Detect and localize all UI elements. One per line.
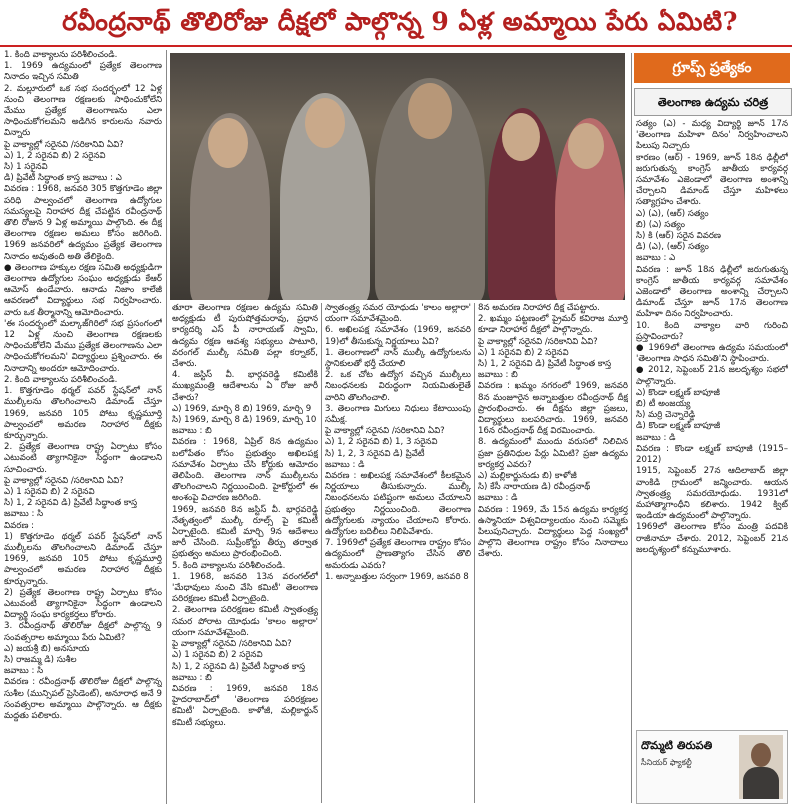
paragraph: ● 2012, సెప్టెంబర్ 21న జలదృశ్యం సభలో పాల్గొన్నారు. xyxy=(636,365,788,387)
paragraph: వివరణ : రవీంద్రనాథ్ తొలిరోజు దీక్షలో పాల్గొన్న సుశీల (మున్సిపల్ ప్రెసిడెంట్), అనూరాధ అనే 9 సంవత్సరాల అమ్మాయి పాల్గొన్నారు. ఆ దీక్షకు మద్దతు పలికారు. xyxy=(4,677,162,721)
paragraph: 2) ప్రత్యేక తెలంగాణ రాష్ట్ర ఏర్పాటు కోసం ఎటువంటి త్యాగానికైనా సిద్ధంగా ఉండాలని విద్యార్థి సంఘ కార్యకర్తలు కోరారు. xyxy=(4,587,162,621)
paragraph: ఎ) (ఎ), (ఆర్) సత్యం xyxy=(636,208,709,219)
paragraph: జవాబు : డి xyxy=(478,493,518,504)
paragraph: 1969లో తెలంగాణ కోసం మంత్రి పదవికి రాజీనామా చేశారు. 2012, సెప్టెంబర్ 21న జలదృశ్యంలో కన్నుమూశారు. xyxy=(636,522,788,555)
author-card xyxy=(636,730,788,804)
paragraph: వివరణ : 1968, ఏప్రిల్ 8న ఉద్యమం బలోపేతం కోసం ప్రభుత్వం అఖిలపక్ష సమావేశం ఏర్పాటు చేసి కోర్టుకు ఆమోదం తెలిపింది. తెలంగాణ నాన్ ముల్కీలను తొలగించాలని నిర్ణయించింది. హైకోర్టులో ఈ అంశంపై విచారణ జరిగింది. xyxy=(172,437,318,504)
paragraph: 10. కింది వాక్యాల వారి గురించి ప్రస్తావించారు? xyxy=(636,320,788,342)
column-5 xyxy=(636,119,788,727)
paragraph: 3. తెలంగాణ మిగులు నిధులు కేటాయింపు సమీక్ష. xyxy=(325,403,471,426)
paragraph: 2. తెలంగాణ పరిరక్షణల కమిటీ స్వాతంత్ర్య సమర పోరాట యోధుడు 'కాలం అల్లారా' యంగా సమావేశమైంది. xyxy=(172,605,318,638)
column-4 xyxy=(478,303,628,803)
paragraph: సి) 1 సరైనవి xyxy=(4,162,48,173)
paragraph: సి) 1, 2 సరైనవి డి) ప్రివేటీ సిద్ధాంత కాస్త xyxy=(4,498,138,509)
paragraph: సి) మర్రి చెన్నారెడ్డి xyxy=(636,410,696,421)
paragraph: ఎ) 1, 2 సరైనవి బి) 1, 3 సరైనవి xyxy=(325,437,438,448)
paragraph: సి) 1, 2 సరైనవి డి) ప్రివేటీ సిద్ధాంత కాస్త xyxy=(478,359,612,370)
paragraph: సి) రాజమ్మ డి) సుశీల xyxy=(4,654,77,665)
person-face xyxy=(408,83,452,139)
margin-strip xyxy=(792,0,800,807)
paragraph: ఎ) 1, 2 సరైనవి బి) 2 సరైనవి xyxy=(4,150,106,161)
groups-special-banner: గ్రూప్స్ ప్రత్యేకం xyxy=(634,53,790,83)
paragraph: పై వాక్యాల్లో సరైనవి /సరికానివి ఏవి? xyxy=(4,475,124,486)
paragraph: పై వాక్యాల్లో సరైనవి /సరికానివి ఏవి? xyxy=(172,639,292,650)
paragraph: 4. జస్టిస్ వీ. భార్గవరెడ్డి కమిటీకి ముఖ్యమంత్రి ఆదేశాలను ఏ రోజు జారీ చేశారు? xyxy=(172,370,318,403)
paragraph: కారణం (ఆర్) - 1969, జూన్ 18న ఢిల్లీలో జరుగుతున్న కాంగ్రెస్ జాతీయ కార్యవర్గ సమావేశం ఎజెండాలో తెలంగాణ అంశాన్ని చేర్చాలని డిమాండ్ చేస్తూ మహిళలు సత్యాగ్రహం చేశారు. xyxy=(636,152,788,208)
paragraph: డి) ప్రివేటీ సిద్ధాంత కాస్త జవాబు : ఎ xyxy=(4,173,122,184)
paragraph: సి) 1, 2 సరైనవి డి) ప్రివేటీ సిద్ధాంత కాస్త xyxy=(172,661,306,672)
paragraph: 1. తెలంగాణలో నాన్ ముల్కీ ఉద్యోగులను స్థానికులతో భర్తీ చేయాలి xyxy=(325,347,471,370)
paragraph: ఎ) 1 సరైనవి బి) 2 సరైనవి xyxy=(4,486,95,497)
paragraph: 8న అమరణ నిరాహార దీక్ష చేపట్టారు. xyxy=(478,303,600,313)
paragraph: సత్యం (ఎ) - మధ్య విద్యార్థి జూన్ 17న 'తెలంగాణ మహిళా దినం' నిర్వహించాలని పిలుపు నిచ్చారు xyxy=(636,119,788,152)
paragraph: వివరణ : కొండా లక్ష్మణ్ బాపూజీ (1915–2012) xyxy=(636,443,788,466)
paragraph: జవాబు : సి xyxy=(4,666,44,677)
paragraph: 2. ఖమ్మం పట్టణంలో ప్రైమర్ కవిరాజ మూర్తి కూడా నిరాహార దీక్షలో పాల్గొన్నారు. xyxy=(478,314,628,336)
paragraph: 1. కింది వాక్యాలను పరిశీలించండి. xyxy=(4,50,118,60)
section-title: తెలంగాణ ఉద్యమ చరిత్ర xyxy=(634,88,792,116)
paragraph: 2. ఒక చోట ఉద్యోగ వచ్చిన ముల్కీలు నిబంధనలకు విరుద్ధంగా నియమితులైతే వారిని తొలగించాలి. xyxy=(325,370,471,403)
headline: రవీంద్రనాథ్ తొలిరోజు దీక్షలో పాల్గొన్న 9 ఏళ్ల అమ్మాయి పేరు ఏమిటి? xyxy=(62,7,738,36)
paragraph: డి) (ఎ), (ఆర్) సత్యం xyxy=(636,242,709,253)
author-name: దొమ్మటి తిరుపతి xyxy=(641,739,713,752)
paragraph: 6. అఖిలపక్ష సమావేశం (1969, జనవరి 19)లో తీసుకున్న నిర్ణయాలు ఏవి? xyxy=(325,325,471,347)
paragraph: బి) (ఎ) సత్యం xyxy=(636,219,686,230)
paragraph: వివరణ : 1968, జనవరి 305 కొత్తగూడెం జిల్లా పరిధి పాల్వంచలో తెలంగాణ ఉద్యోగుల సమస్యలపై నిరాహార దీక్ష చేపట్టిన రవీంద్రనాథ్ తొలి రోజున 9 ఏళ్ల అమ్మాయి పాల్గొంది. ఈ దీక్ష తెలంగాణ రక్షణల అమలు కోసం జరిగింది. 1969 జనవరిలో ఉద్యమం ప్రత్యేక తెలంగాణ నినాదం అవుతంది అతి తేలికైంది. xyxy=(4,184,162,262)
paragraph: స్వాతంత్ర్య సమర యోధుడు 'కాలం అల్లారా' యంగా సమావేశమైంది. xyxy=(325,303,471,325)
paragraph: తూరా తెలంగాణ రక్షణల ఉద్యమ సమితి అధ్యక్షుడు టీ పురుషోత్తమరావు, ప్రధాన కార్యదర్శి ఎస్ పీ నారాయణ్ స్వామి, ఉద్యమ రక్షణ ఆవశ్య సభ్యులు పాటూరి, వరంగల్ ముల్కీ సమితి పల్లా కర్నాకర్, చేశారు. xyxy=(172,303,318,370)
author-photo xyxy=(739,735,783,799)
paragraph: జవాబు : సి xyxy=(4,509,44,520)
paragraph: 1915, సెప్టెంబర్ 27న ఆదిలాబాద్ జిల్లా వాంకిడి గ్రామంలో జన్మించారు. ఆయన స్వాతంత్ర్య సమరయోధుడు. 1931లో మహాత్మాగాంధీని కలిశారు. 1942 క్విట్ ఇండియా ఉద్యమంలో పాల్గొన్నారు. xyxy=(636,466,788,522)
paragraph: డి) కొండా లక్ష్మణ్ బాపూజీ xyxy=(636,421,721,432)
paragraph: బి) టీ అంజయ్య xyxy=(636,399,691,410)
paragraph: 1. కొత్తగూడెం థర్మల్ పవర్ స్టేషన్‌లో నాన్ ముల్కీలను తొలగించాలని డిమాండ్ చేస్తూ 1969, జనవరి 105 పోటు కృష్ణమూర్తి పాల్వంచలో అమరణ నిరాహార దీక్షకు కూర్చున్నారు. xyxy=(4,386,162,441)
paragraph: జవాబు : బి xyxy=(478,370,518,381)
paragraph: 8. ఉద్యమంలో ముందు వరుసలో నిలిచిన ప్రజా ప్రతినిధుల పేర్లు ఏమిటి? ప్రజా ఉద్యమ కార్యకర్త ఎవరు? xyxy=(478,437,628,470)
paragraph: ఎ) మల్లికార్జునుడు బి) కాళోజీ xyxy=(478,471,577,482)
paragraph: సి) కి (ఆర్) సరైన వివరణ xyxy=(636,231,722,242)
column-3 xyxy=(325,303,471,803)
paragraph: ఎ) జయశ్రీ బి) అనసూయ xyxy=(4,643,90,654)
column-divider xyxy=(166,50,167,804)
paragraph: వివరణ : అఖిలపక్ష సమావేశంలో కీలకమైన నిర్ణయాలు తీసుకున్నారు. ముల్కీ నిబంధనలను పటిష్టంగా అమలు చేయాలని ప్రభుత్వం నిర్ణయించింది. తెలంగాణ ఉద్యోగులకు న్యాయం చేయాలని కోరారు. ఉద్యోగుల బదిలీలు నిలిపివేశారు. xyxy=(325,471,471,538)
paragraph: వివరణ : 1969, జనవరి 18న హైదరాబాద్‌లో 'తెలంగాణ పరిరక్షణల కమిటీ' ఏర్పాటైంది. కాళోజీ, మల్లికార్జున్ కమిటీ సభ్యులు. xyxy=(172,683,318,728)
paragraph: ● తెలంగాణ హక్కుల రక్షణ సమితి అధ్యక్షుడిగా తెలంగాణ ఉద్యోగుల సంఘం అధ్యక్షుడు కేఆర్ ఆమోస్ ఉండేవారు. ఆనాడు నిజాం కాలేజీ ఆవరణలో విద్యార్థులు సభ నిర్వహించారు. వారు ఒక తీర్మానాన్ని ఆమోదించారు. xyxy=(4,262,162,318)
paragraph: ఎ) 1 సరైనవి బి) 2 సరైనవి xyxy=(172,650,263,661)
paragraph: 'ఈ సందర్భంలో మల్కాజ్‌గిరిలో సభ ప్రసంగంలో 12 ఏళ్ల నుంచి తెలంగాణ రక్షణలకు సాధించుకోలేని మేము ప్రత్యేక తెలంగాణను ఎలా సాధించుకోగలమని' విద్యార్థులు ప్రశ్నించారు. ఈ నినాదాన్ని అందరూ ఆమోదించారు. xyxy=(4,318,162,374)
paragraph: 1. 1968, జనవరి 13న వరంగల్‌లో 'మేధావులు నుంచి వేసి కమిటీ' తెలంగాణ పరిరక్షణల కమిటీ ఏర్పాటైంది. xyxy=(172,571,318,605)
paragraph: 5. కింది వాక్యాలను పరిశీలించండి. xyxy=(172,560,286,571)
paragraph: సి) 1969, మార్చి 8 డి) 1969, మార్చి 10 xyxy=(172,415,317,426)
paragraph: ఎ) 1 సరైనవి బి) 2 సరైనవి xyxy=(478,347,569,358)
paragraph: జవాబు : డి xyxy=(636,432,676,443)
historical-photo xyxy=(170,53,625,300)
column-divider xyxy=(631,53,632,803)
paragraph: 1969, జనవరి 8న జస్టిస్ వీ. భార్గవరెడ్డి నేతృత్వంలో ముల్కీ రూల్స్ పై కమిటీ ఏర్పాటైంది. కమిటీ మార్చి 9న ఆదేశాలు జారీ చేసింది. సుప్రీంకోర్టు తీర్పు తర్వాత ప్రభుత్వం అమలు ప్రారంభించింది. xyxy=(172,504,318,560)
headline-rule xyxy=(0,45,792,47)
paragraph: సి) కేసీ నారాయణ డి) రవీంద్రనాథ్ xyxy=(478,482,591,493)
paragraph: 1. 1969 ఉద్యమంలో ప్రత్యేక తెలంగాణ నినాదం ఇచ్చిన సమితి xyxy=(4,61,162,83)
person-face xyxy=(208,118,248,168)
paragraph: పై వాక్యాల్లో సరైనవి /సరికానివి ఏవి? xyxy=(4,139,124,150)
person-face xyxy=(502,113,540,161)
paragraph: జవాబు : డి xyxy=(325,459,365,470)
column-1 xyxy=(4,50,162,804)
paragraph: 2. మల్లూరులో ఒక సభ సందర్భంలో 12 ఏళ్ల నుంచి తెలంగాణ రక్షణలకు సాధించుకోలేని మేము ప్రత్యేక తెలంగాణను ఎలా సాధించుకోగలమని అడిగిన కారులను నవారు విన్నారు xyxy=(4,83,162,139)
paragraph: 2. ప్రత్యేక తెలంగాణ రాష్ట్ర ఏర్పాటు కోసం ఎటువంటి త్యాగానికైనా సిద్ధంగా ఉండాలని సూచించారు. xyxy=(4,442,162,475)
paragraph: 7. 1969లో ప్రత్యేక తెలంగాణ రాష్ట్రం కోసం ఉద్యమంలో ప్రాణత్యాగం చేసిన తొలి అమరుడు ఎవరు? xyxy=(325,538,471,571)
paragraph: వివరణ : xyxy=(4,520,35,531)
column-divider xyxy=(321,303,322,803)
person-face xyxy=(305,98,345,148)
paragraph: వివరణ : జూన్ 18న ఢిల్లీలో జరుగుతున్న కాంగ్రెస్ జాతీయ కార్యవర్గ సమావేశం ఎజెండాలో తెలంగాణ అంశాన్ని చేర్చాలని డిమాండ్ చేస్తూ జూన్ 17న తెలంగాణ మహిళా దినం నిర్వహించారు. xyxy=(636,264,788,320)
paragraph: 1. అన్నాబత్తుల సర్వంగా 1969, జనవరి 8 xyxy=(325,571,469,582)
paragraph: పై వాక్యాల్లో సరైనవి /సరికానివి ఏవి? xyxy=(325,426,445,437)
paragraph: 1) కొత్తగూడెం థర్మల్ పవర్ స్టేషన్‌లో నాన్ ముల్కీలను తొలగించాలని డిమాండ్ చేస్తూ 1969, జనవరి 105 పోటు కృష్ణమూర్తి పాల్వంచలో అమరణ నిరాహార దీక్షకు కూర్చున్నారు. xyxy=(4,531,162,587)
paragraph: 3. రవీంద్రనాథ్ తొలిరోజు దీక్షలో పాల్గొన్న 9 సంవత్సరాల అమ్మాయి పేరు ఏమిటి? xyxy=(4,621,162,643)
author-role: సీనియర్ ఫ్యాకల్టీ xyxy=(641,758,692,767)
column-2 xyxy=(172,303,318,803)
paragraph: వివరణ : ఖమ్మం నగరంలో 1969, జనవరి 8న మంజూరైన అన్నాబత్తుల రవీంద్రనాథ్ దీక్ష ప్రారంభించారు. ఈ దీక్షను జిల్లా ప్రజలు, విద్యార్థులు బలపరిచారు. 1969, జనవరి 16న రవీంద్రనాథ్ దీక్ష విరమించారు. xyxy=(478,381,628,437)
paragraph: జవాబు : ఎ xyxy=(636,253,676,264)
paragraph: ఎ) 1969, మార్చి 8 బి) 1969, మార్చి 9 xyxy=(172,403,312,414)
paragraph: జవాబు : బి xyxy=(172,426,212,437)
paragraph: సి) 1, 2, 3 సరైనవి డి) ప్రివేటీ xyxy=(325,448,425,459)
paragraph: జవాబు : బి xyxy=(172,672,212,683)
paragraph: పై వాక్యాల్లో సరైనవి /సరికానివి ఏవి? xyxy=(478,336,598,347)
paragraph: ఎ) కొండా లక్ష్మణ్ బాపూజీ xyxy=(636,387,720,398)
paragraph: 2. కింది వాక్యాలను పరిశీలించండి. xyxy=(4,374,118,385)
person-face xyxy=(568,123,604,169)
column-divider xyxy=(474,303,475,803)
paragraph: ● 1969లో తెలంగాణ ఉద్యమ సమయంలో 'తెలంగాణ సాధన సమితి'ని స్థాపించారు. xyxy=(636,343,788,365)
paragraph: వివరణ : 1969, మే 15న ఉద్యమ కార్యకర్త ఉస్మానియా విశ్వవిద్యాలయం నుంచి సమ్మెకు పిలుపునిచ్చారు. విద్యార్థులు పెద్ద సంఖ్యలో పాల్గొని తెలంగాణ రాష్ట్రం కోసం నినాదాలు చేశారు. xyxy=(478,504,628,560)
